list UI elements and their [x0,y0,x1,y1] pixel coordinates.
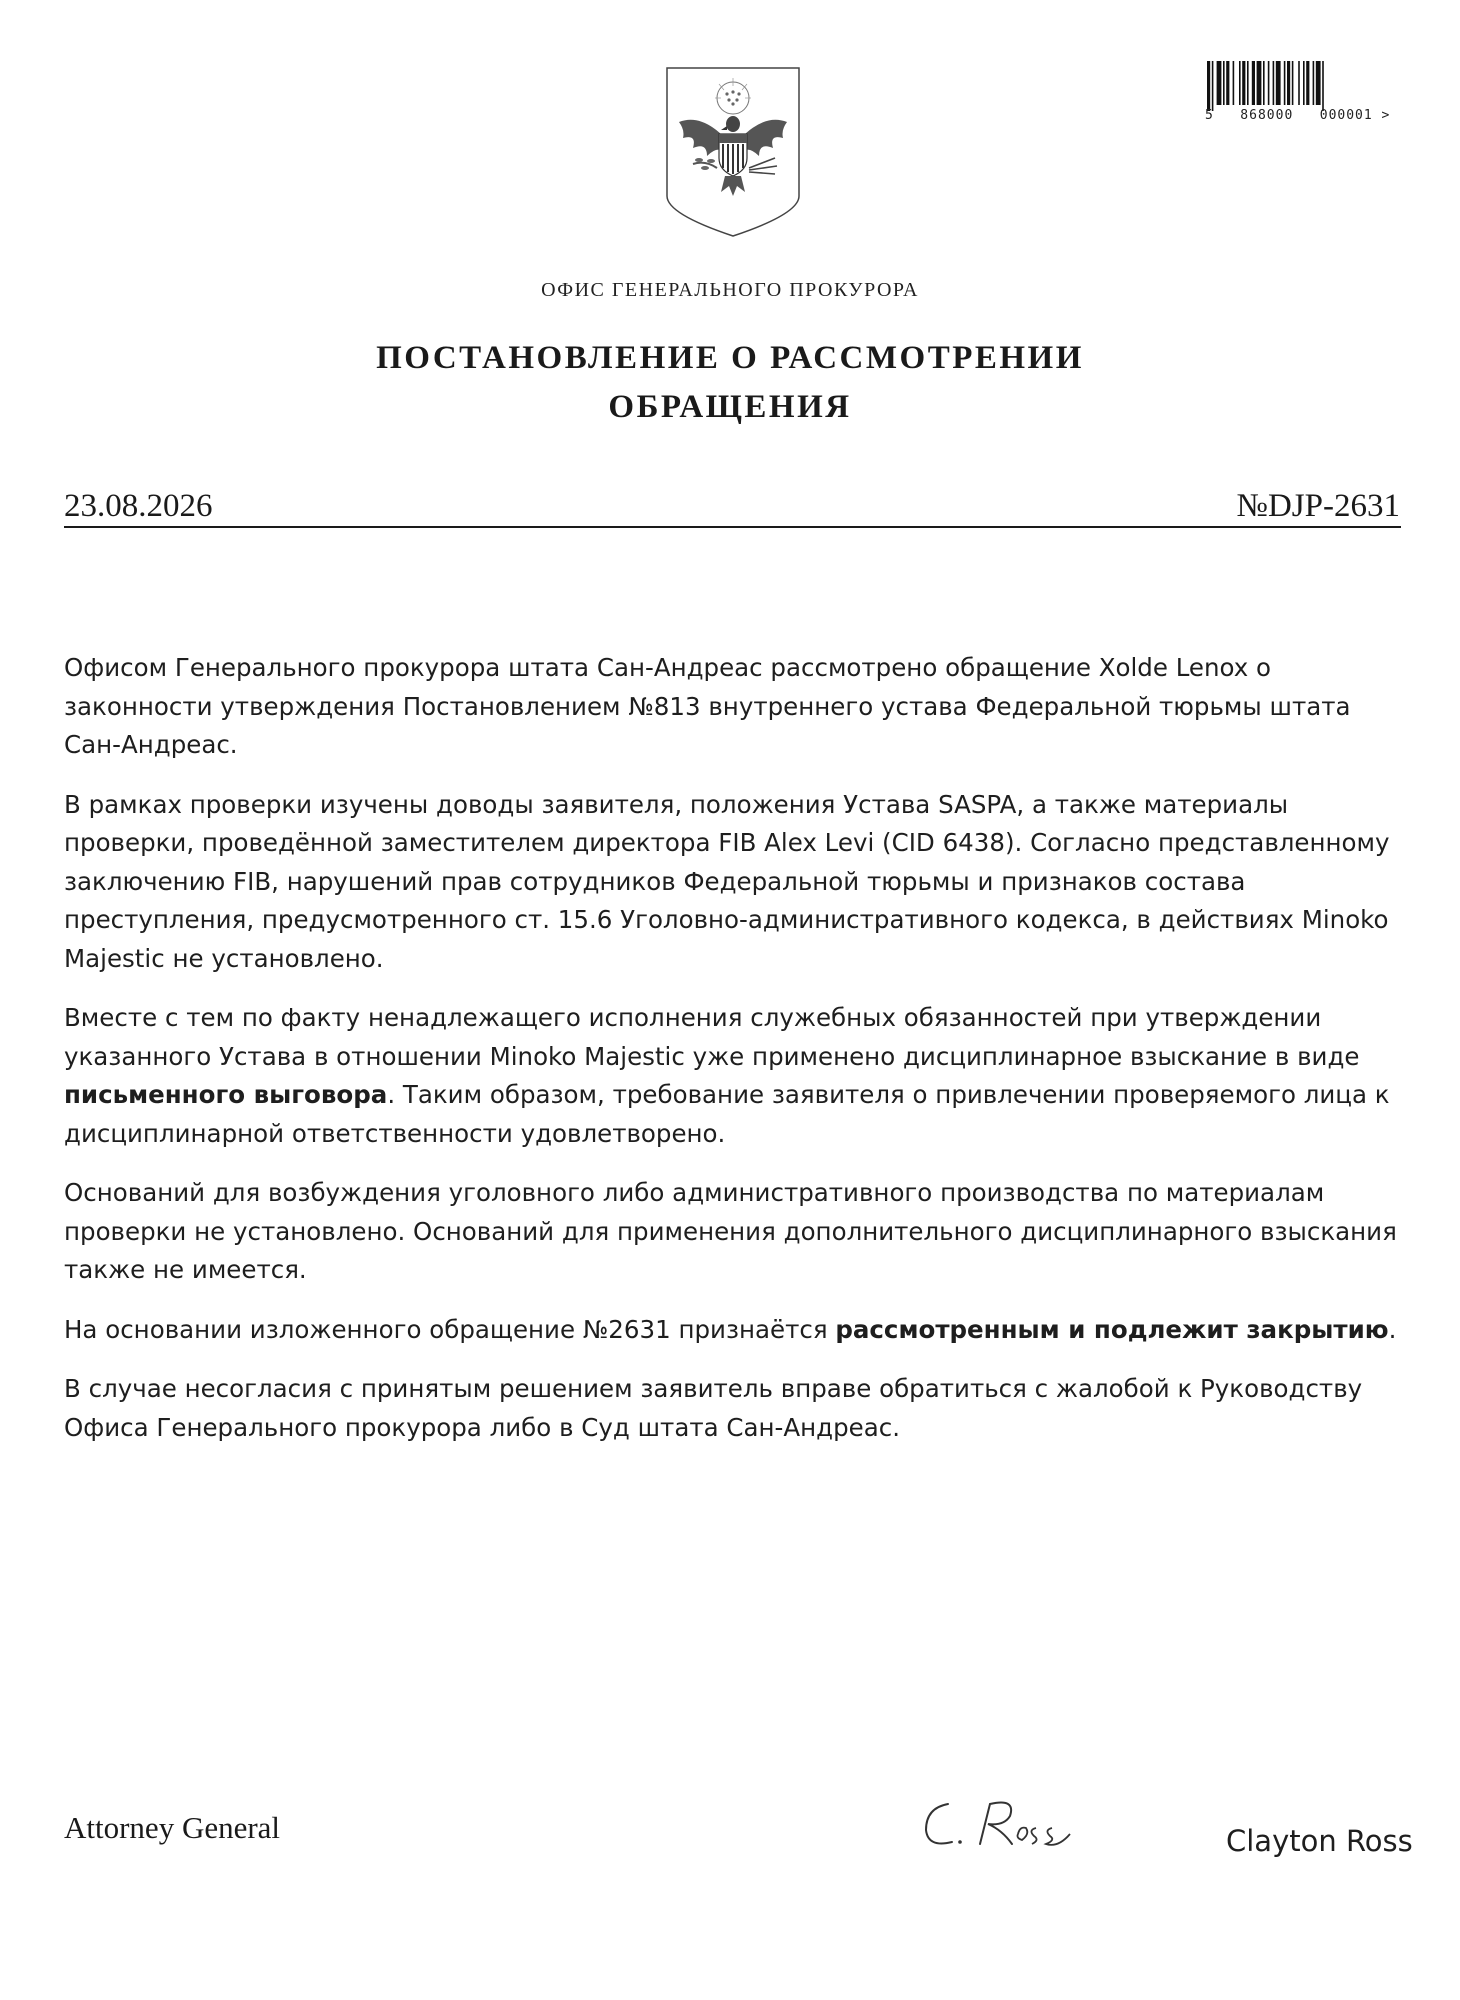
document-number: №DJP-2631 [1236,488,1400,524]
paragraph: Оснований для возбуждения уголовного либо административного производства по материалам проверки не установлено. Оснований для применения дополнительного дисциплинарного взыскания также не имеется. [64,1178,1397,1284]
paragraph-text: Вместе с тем по факту ненадлежащего исполнения служебных обязанностей при утверждении указанного Устава в отношении Minoko Majestic уже применено дисциплинарное взыскание в виде [64,1003,1360,1071]
paragraph [64,1311,1404,1350]
paragraph: В случае несогласия с принятым решением заявитель вправе обратиться с жалобой к Руководству Офиса Генерального прокурора либо в Суд штата Сан-Андреас. [64,1374,1363,1442]
paragraph-text: . [1388,1314,1397,1344]
emphasis-text: письменного выговора [64,1080,388,1109]
signer-position: Attorney General [64,1810,281,1845]
paragraph [64,999,1404,1153]
paragraph: В рамках проверки изучены доводы заявителя, положения Устава SASPA, а также материалы проверки, проведённой заместителем директора FIB Alex Levi (CID 6438). Согласно представленному заключению FIB, нарушений прав сотрудников Федеральной тюрьмы и признаков состава преступления, предусмотренного ст. 15.6 Уголовно-административного кодекса, в действиях Minoko Majestic не установлено. [64,789,1390,973]
barcode-number: 5 868000 000001 > [1205,108,1391,123]
barcode [1205,61,1415,123]
signer-name: Clayton Ross [1226,1824,1413,1858]
handwritten-signature [918,1790,1078,1856]
office-name: ОФИС ГЕНЕРАЛЬНОГО ПРОКУРОРА [541,279,919,301]
document-title [0,334,1460,432]
header-divider [64,526,1401,528]
paragraph-text: . Таким образом, требование заявителя о привлечении проверяемого лица к дисциплинарной ответственности удовлетворено. [64,1080,1390,1148]
document-title-line1: ПОСТАНОВЛЕНИЕ О РАССМОТРЕНИИ [376,340,1084,376]
emblem-seal-icon [663,64,803,240]
paragraph-text: На основании изложенного обращение №2631 признаётся [64,1314,836,1344]
document-body [64,649,1404,1468]
document-title-line2: ОБРАЩЕНИЯ [608,389,852,425]
emphasis-text: рассмотренным и подлежит закрытию [835,1314,1389,1344]
paragraph: Офисом Генерального прокурора штата Сан-Андреас рассмотрено обращение Xolde Lenox о законности утверждения Постановлением №813 внутреннего устава Федеральной тюрьмы штата Сан-Андреас. [64,653,1351,759]
document-date: 23.08.2026 [64,488,213,524]
barcode-bars [1205,61,1415,111]
